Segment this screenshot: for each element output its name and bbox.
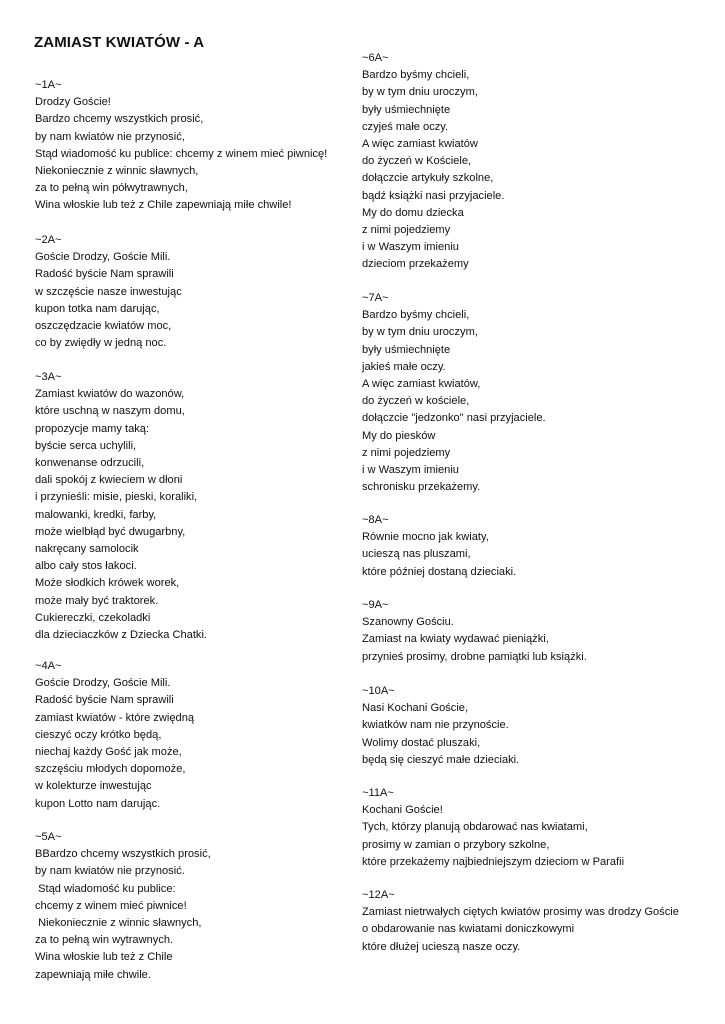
poem-line: bądź książki nasi przyjaciele. bbox=[362, 189, 505, 202]
poem-line: Może słodkich krówek worek, bbox=[35, 577, 180, 590]
poem-line: Cukiereczki, czekoladki bbox=[35, 611, 151, 624]
poem-block bbox=[362, 683, 519, 769]
poem-line: Wina włoskie lub też z Chile zapewniają miłe chwile! bbox=[35, 199, 292, 212]
poem-block bbox=[35, 232, 182, 352]
poem-line: były uśmiechnięte bbox=[362, 343, 451, 356]
poem-line: Niekoniecznie z winnic sławnych, bbox=[35, 917, 202, 930]
poem-line: dołączcie artykuły szkolne, bbox=[362, 172, 494, 185]
poem-line: Wolimy dostać pluszaki, bbox=[362, 736, 481, 749]
poem-line: i w Waszym imieniu bbox=[362, 464, 459, 477]
poem-label: ~3A~ bbox=[35, 371, 62, 383]
poem-line: kwiatków nam nie przynoście. bbox=[362, 719, 509, 732]
poem-line: Bardzo byśmy chcieli, bbox=[362, 69, 470, 82]
poem-line: A więc zamiast kwiatów bbox=[362, 138, 478, 151]
poem-line: Nasi Kochani Goście, bbox=[362, 702, 469, 715]
poem-line: z nimi pojedziemy bbox=[362, 224, 451, 237]
poem-label: ~12A~ bbox=[362, 889, 395, 901]
poem-line: propozycje mamy taką: bbox=[35, 422, 150, 435]
poem-line: by nam kwiatów nie przynosić. bbox=[35, 865, 185, 878]
poem-line: dołączcie "jedzonko" nasi przyjaciele. bbox=[362, 412, 546, 425]
poem-block bbox=[35, 369, 207, 644]
poem-line: dla dzieciaczków z Dziecka Chatki. bbox=[35, 629, 208, 642]
poem-line: prosimy w zamian o przybory szkolne, bbox=[362, 838, 550, 851]
poem-line: które dłużej ucieszą nasze oczy. bbox=[362, 940, 521, 953]
poem-line: My do piesków bbox=[362, 429, 436, 442]
poem-line: byście serca uchylili, bbox=[35, 439, 137, 452]
poem-line: Bardzo byśmy chcieli, bbox=[362, 309, 470, 322]
poem-line: w kolekturze inwestując bbox=[35, 780, 152, 793]
poem-line: kupon Lotto nam darując. bbox=[35, 797, 161, 810]
poem-label: ~6A~ bbox=[362, 52, 389, 64]
poem-line: chcemy z winem mieć piwnice! bbox=[35, 899, 187, 912]
poem-line: były uśmiechnięte bbox=[362, 103, 451, 116]
poem-block bbox=[362, 597, 587, 666]
poem-line: zapewniają miłe chwile. bbox=[35, 968, 151, 981]
poem-line: i w Waszym imieniu bbox=[362, 241, 459, 254]
poem-line: Bardzo chcemy wszystkich prosić, bbox=[35, 113, 204, 126]
poem-line: Tych, którzy planują obdarować nas kwiatami, bbox=[362, 821, 588, 834]
poem-label: ~11A~ bbox=[362, 787, 394, 799]
document-title: ZAMIAST KWIATÓW - A bbox=[34, 34, 205, 51]
poem-line: Szanowny Gościu. bbox=[362, 616, 454, 629]
poem-line: które uschną w naszym domu, bbox=[35, 405, 185, 418]
poem-label: ~4A~ bbox=[35, 660, 62, 672]
poem-line: zamiast kwiatów - które zwiędną bbox=[35, 711, 195, 724]
poem-block bbox=[362, 512, 516, 581]
poem-line: o obdarowanie nas kwiatami doniczkowymi bbox=[362, 923, 575, 936]
poem-line: do życzeń w Kościele, bbox=[362, 155, 472, 168]
poem-line: szczęściu młodych dopomoże, bbox=[35, 763, 186, 776]
poem-line: Goście Drodzy, Goście Mili. bbox=[35, 677, 171, 690]
poem-line: w szczęście nasze inwestując bbox=[35, 285, 182, 298]
poem-line: by w tym dniu uroczym, bbox=[362, 86, 478, 99]
poem-line: do życzeń w kościele, bbox=[362, 395, 470, 408]
poem-line: i przynieśli: misie, pieski, koraliki, bbox=[35, 491, 198, 504]
poem-line: BBardzo chcemy wszystkich prosić, bbox=[35, 848, 211, 861]
poem-line: niechaj każdy Gość jak może, bbox=[35, 746, 182, 759]
poem-line: My do domu dziecka bbox=[362, 206, 464, 219]
poem-line: może wielbłąd być dwugarbny, bbox=[35, 525, 186, 538]
poem-block bbox=[35, 77, 327, 215]
poem-line: A więc zamiast kwiatów, bbox=[362, 378, 481, 391]
poem-line: czyjeś małe oczy. bbox=[362, 120, 449, 133]
poem-line: Wina włoskie lub też z Chile bbox=[35, 951, 173, 964]
poem-line: oszczędzacie kwiatów moc, bbox=[35, 320, 172, 333]
poem-line: Drodzy Goście! bbox=[35, 96, 111, 109]
poem-line: konwenanse odrzucili, bbox=[35, 457, 145, 470]
poem-line: może mały być traktorek. bbox=[35, 594, 159, 607]
poem-label: ~8A~ bbox=[362, 514, 389, 526]
poem-line: co by zwiędły w jedną noc. bbox=[35, 337, 167, 350]
poem-label: ~7A~ bbox=[362, 292, 389, 304]
poem-line: Stąd wiadomość ku publice: chcemy z winem mieć piwnicę! bbox=[35, 147, 328, 160]
poem-line: Radość byście Nam sprawili bbox=[35, 694, 174, 707]
poem-line: by nam kwiatów nie przynosić, bbox=[35, 130, 185, 143]
poem-line: Zamiast nietrwałych ciętych kwiatów prosimy was drodzy Goście bbox=[362, 906, 679, 919]
poem-block bbox=[35, 829, 211, 984]
poem-line: przynieś prosimy, drobne pamiątki lub książki. bbox=[362, 650, 587, 663]
poem-line: albo cały stos łakoci. bbox=[35, 560, 137, 573]
poem-line: Goście Drodzy, Goście Mili. bbox=[35, 251, 171, 264]
poem-line: jakieś małe oczy. bbox=[362, 360, 446, 373]
poem-line: za to pełną win wytrawnych. bbox=[35, 934, 174, 947]
poem-line: które przekażemy najbiedniejszym dzieciom w Parafii bbox=[362, 855, 625, 868]
poem-block bbox=[362, 290, 546, 496]
poem-block bbox=[362, 887, 679, 956]
poem-line: Zamiast kwiatów do wazonów, bbox=[35, 388, 185, 401]
poem-block bbox=[362, 785, 624, 871]
poem-line: za to pełną win półwytrawnych, bbox=[35, 182, 188, 195]
poem-line: schronisku przekażemy. bbox=[362, 481, 481, 494]
poem-line: ucieszą nas pluszami, bbox=[362, 548, 471, 561]
poem-line: Kochani Goście! bbox=[362, 804, 443, 817]
poem-block bbox=[362, 50, 504, 274]
poem-line: malowanki, kredki, farby, bbox=[35, 508, 157, 521]
poem-line: będą się cieszyć małe dzieciaki. bbox=[362, 753, 520, 766]
poem-line: kupon totka nam darując, bbox=[35, 302, 160, 315]
poem-line: nakręcany samolocik bbox=[35, 543, 139, 556]
poem-line: Zamiast na kwiaty wydawać pieniążki, bbox=[362, 633, 549, 646]
poem-line: Radość byście Nam sprawili bbox=[35, 268, 174, 281]
poem-line: cieszyć oczy krótko będą, bbox=[35, 728, 162, 741]
poem-label: ~1A~ bbox=[35, 79, 62, 91]
poem-block bbox=[35, 658, 194, 813]
poem-line: dzieciom przekażemy bbox=[362, 258, 469, 271]
poem-label: ~10A~ bbox=[362, 685, 395, 697]
poem-label: ~2A~ bbox=[35, 234, 62, 246]
poem-line: Stąd wiadomość ku publice: bbox=[35, 882, 176, 895]
poem-line: Niekoniecznie z winnic sławnych, bbox=[35, 165, 199, 178]
poem-label: ~5A~ bbox=[35, 831, 62, 843]
poem-line: by w tym dniu uroczym, bbox=[362, 326, 478, 339]
poem-line: które później dostaną dzieciaki. bbox=[362, 565, 517, 578]
poem-line: dali spokój z kwieciem w dłoni bbox=[35, 474, 183, 487]
poem-label: ~9A~ bbox=[362, 599, 389, 611]
poem-line: Równie mocno jak kwiaty, bbox=[362, 531, 489, 544]
poem-line: z nimi pojedziemy bbox=[362, 446, 451, 459]
